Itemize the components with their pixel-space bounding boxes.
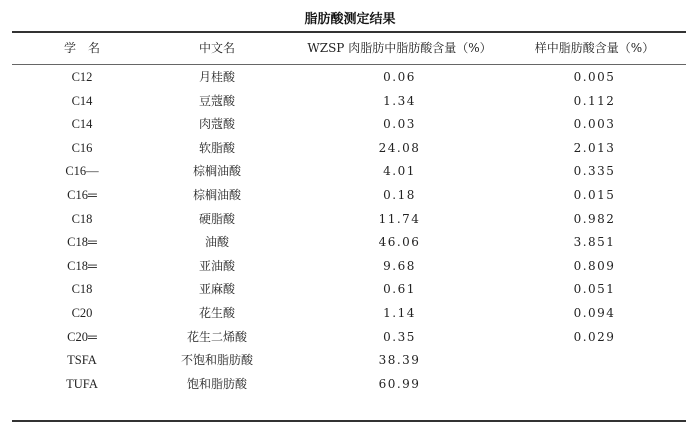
cell-scientific-name: C14: [71, 93, 93, 108]
table-row: [12, 66, 686, 90]
cell-sample-content: 0.094: [573, 305, 616, 320]
table-row: [12, 113, 686, 137]
table-top-rule: [12, 31, 686, 33]
cell-meat-fat-content: 0.06: [383, 70, 416, 84]
cell-chinese-name: 亚麻酸: [198, 282, 235, 297]
cell-meat-fat-content: 11.74: [378, 211, 421, 226]
cell-meat-fat-content: 4.01: [383, 164, 416, 179]
cell-sample-content: 2.013: [573, 140, 616, 155]
cell-meat-fat-content: 0.03: [383, 117, 416, 132]
cell-meat-fat-content: 1.14: [383, 305, 416, 320]
cell-sample-content: 0.335: [573, 164, 616, 179]
table-row: [12, 326, 686, 350]
cell-chinese-name: 肉蔻酸: [198, 117, 235, 132]
table-row: [12, 278, 686, 302]
cell-scientific-name: C18: [71, 282, 93, 297]
cell-chinese-name: 棕榈油酸: [192, 187, 241, 202]
cell-chinese-name: 油酸: [204, 235, 229, 250]
cell-meat-fat-content: 24.08: [378, 140, 421, 155]
cell-meat-fat-content: 0.61: [383, 282, 416, 297]
header-meat-fat-content: WZSP 肉脂肪中脂肪酸含量（%）: [307, 41, 492, 55]
cell-chinese-name: 亚油酸: [198, 258, 235, 273]
cell-sample-content: 3.851: [573, 235, 616, 250]
cell-scientific-name: C16═: [67, 187, 97, 202]
cell-sample-content: 0.029: [573, 329, 616, 344]
table-row: [12, 184, 686, 208]
header-sample-content: 样中脂肪酸含量（%）: [534, 41, 655, 55]
cell-sample-content: 0.005: [573, 70, 616, 84]
table-bottom-rule: [12, 420, 686, 422]
cell-sample-content: 0.809: [573, 258, 616, 273]
cell-chinese-name: 花生二烯酸: [186, 329, 247, 344]
cell-scientific-name: C20: [71, 305, 93, 320]
cell-meat-fat-content: 9.68: [383, 258, 416, 273]
cell-scientific-name: C12: [71, 70, 93, 84]
cell-sample-content: 0.003: [573, 117, 616, 132]
cell-meat-fat-content: 0.35: [383, 329, 416, 344]
cell-chinese-name: 饱和脂肪酸: [186, 376, 247, 391]
cell-scientific-name: C18═: [67, 235, 97, 250]
table-body: [12, 66, 686, 396]
cell-scientific-name: C18═: [67, 258, 97, 273]
cell-scientific-name: C16—: [65, 164, 99, 179]
cell-sample-content: 0.112: [573, 93, 616, 108]
cell-sample-content: 0.982: [573, 211, 616, 226]
cell-meat-fat-content: 0.18: [383, 187, 416, 202]
table-title: 脂肪酸测定结果: [304, 12, 396, 27]
cell-meat-fat-content: 1.34: [383, 93, 416, 108]
cell-meat-fat-content: 60.99: [378, 376, 421, 391]
cell-chinese-name: 棕榈油酸: [192, 164, 241, 179]
cell-chinese-name: 硬脂酸: [198, 211, 235, 226]
table-header-rule: [12, 64, 686, 65]
table-row: [12, 208, 686, 232]
cell-scientific-name: C14: [71, 117, 93, 132]
cell-chinese-name: 豆蔻酸: [198, 93, 235, 108]
table-row: [12, 231, 686, 255]
cell-scientific-name: C20═: [67, 329, 97, 344]
cell-scientific-name: C16: [71, 140, 93, 155]
table-row: [12, 90, 686, 114]
header-scientific-name: 学 名: [63, 41, 100, 55]
table-row: [12, 255, 686, 279]
cell-scientific-name: TSFA: [67, 353, 97, 368]
cell-scientific-name: C18: [71, 211, 93, 226]
cell-meat-fat-content: 46.06: [378, 235, 421, 250]
cell-scientific-name: TUFA: [66, 376, 98, 391]
table-row: [12, 137, 686, 161]
table-row: [12, 373, 686, 397]
cell-sample-content: 0.051: [573, 282, 616, 297]
table-header-row: [12, 37, 686, 59]
table-row: [12, 349, 686, 373]
cell-chinese-name: 花生酸: [198, 305, 235, 320]
cell-chinese-name: 月桂酸: [198, 70, 235, 84]
cell-meat-fat-content: 38.39: [378, 353, 421, 368]
table-row: [12, 160, 686, 184]
table-row: [12, 302, 686, 326]
cell-chinese-name: 软脂酸: [198, 140, 235, 155]
header-chinese-name: 中文名: [198, 41, 235, 55]
cell-chinese-name: 不饱和脂肪酸: [180, 353, 253, 368]
cell-sample-content: 0.015: [573, 187, 616, 202]
